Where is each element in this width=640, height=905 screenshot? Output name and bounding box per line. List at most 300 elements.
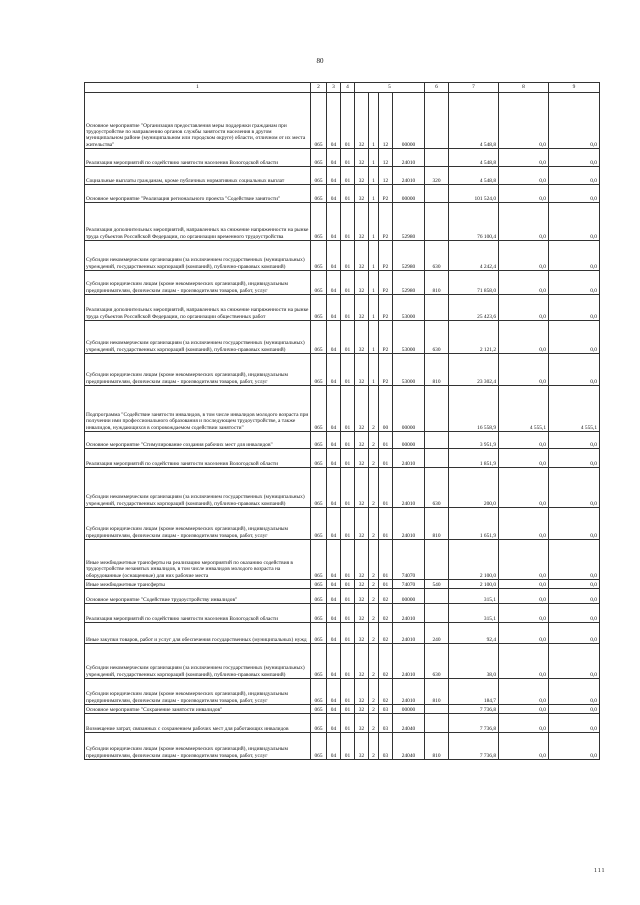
code-cell: 1	[369, 185, 379, 203]
table-row	[85, 93, 600, 149]
code-cell: 065	[311, 271, 327, 295]
amount-cell: 0,0	[499, 167, 549, 185]
table-row	[85, 589, 600, 604]
amount-cell: 0,0	[499, 149, 549, 167]
code-cell: 1	[369, 241, 379, 271]
code-cell: 52980	[393, 271, 425, 295]
code-cell: 04	[327, 540, 341, 580]
code-cell: 32	[355, 540, 369, 580]
amount-cell: 0,0	[499, 185, 549, 203]
code-cell: 00000	[393, 93, 425, 149]
code-cell: 2	[369, 623, 379, 644]
code-cell: 2	[369, 644, 379, 679]
table-row	[85, 185, 600, 203]
code-cell: 04	[327, 432, 341, 449]
code-cell: 04	[327, 149, 341, 167]
code-cell: 01	[341, 733, 355, 760]
budget-table	[84, 82, 600, 760]
code-cell: 01	[341, 508, 355, 540]
code-cell: 00	[379, 386, 393, 432]
amount-cell: 0,0	[549, 623, 600, 644]
amount-cell: 0,0	[499, 241, 549, 271]
amount-cell: 0,0	[499, 93, 549, 149]
code-cell: 32	[355, 185, 369, 203]
code-cell: 04	[327, 644, 341, 679]
table-header-row	[85, 83, 600, 93]
code-cell	[425, 604, 449, 623]
code-cell: 24010	[393, 623, 425, 644]
amount-cell: 76 100,4	[449, 203, 499, 241]
amount-cell: 0,0	[549, 468, 600, 508]
code-cell: 01	[341, 167, 355, 185]
code-cell: 01	[379, 540, 393, 580]
amount-cell: 0,0	[549, 589, 600, 604]
table-row	[85, 449, 600, 468]
description-cell: Субсидии юридическим лицам (кроме некоммерческих организаций), индивидуальным предпринимателям, физическим лицам - производителям товаров, работ, услуг	[85, 508, 311, 540]
code-cell: 32	[355, 679, 369, 705]
code-cell: 02	[379, 623, 393, 644]
code-cell: 24010	[393, 679, 425, 705]
code-cell: 2	[369, 589, 379, 604]
code-cell: 04	[327, 271, 341, 295]
description-cell: Реализация дополнительных мероприятий, направленных на снижение напряженности на рынке труда субъектов Российской Федерации, по организации временного трудоустройства	[85, 203, 311, 241]
code-cell	[425, 540, 449, 580]
code-cell	[425, 714, 449, 733]
description-cell: Субсидии юридическим лицам (кроме некоммерческих организаций), индивидуальным предпринимателям, физическим лицам - производителям товаров, работ, услуг	[85, 733, 311, 760]
code-cell: 02	[379, 644, 393, 679]
code-cell: 32	[355, 508, 369, 540]
code-cell: 04	[327, 449, 341, 468]
code-cell: 00000	[393, 705, 425, 714]
amount-cell: 0,0	[499, 354, 549, 386]
table-row	[85, 623, 600, 644]
code-cell: 32	[355, 167, 369, 185]
header-cell: 6	[425, 83, 449, 93]
code-cell	[425, 705, 449, 714]
code-cell: 01	[341, 623, 355, 644]
amount-cell: 0,0	[549, 271, 600, 295]
code-cell	[425, 93, 449, 149]
amount-cell: 7 736,8	[449, 733, 499, 760]
code-cell: 24010	[393, 468, 425, 508]
code-cell: 630	[425, 241, 449, 271]
amount-cell: 200,0	[449, 468, 499, 508]
code-cell: 01	[341, 705, 355, 714]
code-cell: 065	[311, 449, 327, 468]
code-cell: 04	[327, 604, 341, 623]
code-cell: 32	[355, 321, 369, 354]
code-cell: 00000	[393, 589, 425, 604]
code-cell: 1	[369, 93, 379, 149]
amount-cell: 0,0	[549, 93, 600, 149]
amount-cell: 2 100,0	[449, 580, 499, 589]
amount-cell: 71 858,0	[449, 271, 499, 295]
code-cell: 01	[379, 468, 393, 508]
code-cell: 32	[355, 449, 369, 468]
code-cell: 065	[311, 295, 327, 321]
code-cell: 32	[355, 241, 369, 271]
code-cell	[425, 149, 449, 167]
code-cell: 01	[341, 714, 355, 733]
code-cell: 32	[355, 705, 369, 714]
code-cell: 1	[369, 149, 379, 167]
description-cell: Реализация мероприятий по содействию занятости населения Вологодской области	[85, 149, 311, 167]
code-cell: 74070	[393, 540, 425, 580]
code-cell: 2	[369, 468, 379, 508]
code-cell	[425, 449, 449, 468]
code-cell: 32	[355, 93, 369, 149]
code-cell: 1	[369, 167, 379, 185]
code-cell: 04	[327, 185, 341, 203]
amount-cell: 0,0	[549, 679, 600, 705]
code-cell: 01	[341, 271, 355, 295]
code-cell: 03	[379, 714, 393, 733]
code-cell: 32	[355, 149, 369, 167]
code-cell: P2	[379, 241, 393, 271]
header-cell: 9	[549, 83, 600, 93]
code-cell: 01	[341, 449, 355, 468]
code-cell: 01	[341, 589, 355, 604]
code-cell: 01	[341, 93, 355, 149]
code-cell	[425, 295, 449, 321]
code-cell: 2	[369, 604, 379, 623]
code-cell: 04	[327, 705, 341, 714]
code-cell: 02	[379, 589, 393, 604]
amount-cell: 0,0	[549, 149, 600, 167]
code-cell: 01	[341, 149, 355, 167]
amount-cell: 2 100,0	[449, 540, 499, 580]
description-cell: Субсидии некоммерческим организациям (за исключением государственных (муниципальных) учреждений, государственных корпораций (компаний), публично-правовых компаний)	[85, 644, 311, 679]
table-row	[85, 580, 600, 589]
code-cell: 24010	[393, 449, 425, 468]
amount-cell: 0,0	[499, 508, 549, 540]
amount-cell: 1 851,9	[449, 449, 499, 468]
code-cell	[425, 203, 449, 241]
code-cell: 810	[425, 271, 449, 295]
amount-cell: 25 423,6	[449, 295, 499, 321]
table-row	[85, 733, 600, 760]
code-cell: 065	[311, 705, 327, 714]
description-cell: Иные закупки товаров, работ и услуг для обеспечения государственных (муниципальных) нужд	[85, 623, 311, 644]
description-cell: Основное мероприятие "Сохранение занятости инвалидов"	[85, 705, 311, 714]
table-row	[85, 271, 600, 295]
code-cell: 2	[369, 705, 379, 714]
code-cell: 24010	[393, 149, 425, 167]
description-cell: Субсидии юридическим лицам (кроме некоммерческих организаций), индивидуальным предпринимателям, физическим лицам - производителям товаров, работ, услуг	[85, 271, 311, 295]
code-cell: 12	[379, 93, 393, 149]
description-cell: Основное мероприятие "Организация предоставления меры поддержки гражданам при трудоустройстве по направлению органов службы занятости населения в другом муниципальном районе (муниципальном или городском округе) области, отличном от их места жительства"	[85, 93, 311, 149]
amount-cell: 0,0	[499, 733, 549, 760]
header-cell: 4	[341, 83, 355, 93]
code-cell: 01	[379, 432, 393, 449]
amount-cell: 0,0	[499, 623, 549, 644]
code-cell: 065	[311, 321, 327, 354]
code-cell: 2	[369, 386, 379, 432]
amount-cell: 1 651,9	[449, 508, 499, 540]
code-cell: 01	[341, 604, 355, 623]
amount-cell: 0,0	[549, 540, 600, 580]
description-cell: Основное мероприятие "Стимулирование создания рабочих мест для инвалидов"	[85, 432, 311, 449]
description-cell: Субсидии юридическим лицам (кроме некоммерческих организаций), индивидуальным предпринимателям, физическим лицам - производителям товаров, работ, услуг	[85, 679, 311, 705]
code-cell: 065	[311, 604, 327, 623]
amount-cell: 3 951,9	[449, 432, 499, 449]
description-cell: Основное мероприятие "Содействие трудоустройству инвалидов"	[85, 589, 311, 604]
code-cell: 01	[341, 295, 355, 321]
code-cell: 04	[327, 589, 341, 604]
code-cell: 04	[327, 386, 341, 432]
code-cell: 04	[327, 733, 341, 760]
code-cell: P2	[379, 321, 393, 354]
code-cell: 2	[369, 580, 379, 589]
amount-cell: 0,0	[499, 468, 549, 508]
code-cell: 53000	[393, 354, 425, 386]
code-cell: 1	[369, 203, 379, 241]
code-cell: 32	[355, 354, 369, 386]
code-cell: 04	[327, 295, 341, 321]
code-cell: 065	[311, 185, 327, 203]
code-cell: 00000	[393, 386, 425, 432]
code-cell: P2	[379, 203, 393, 241]
code-cell: 32	[355, 580, 369, 589]
amount-cell: 38,0	[449, 644, 499, 679]
code-cell: 065	[311, 203, 327, 241]
code-cell: 2	[369, 679, 379, 705]
code-cell: 810	[425, 354, 449, 386]
amount-cell: 0,0	[499, 604, 549, 623]
description-cell: Основное мероприятие "Реализация регионального проекта "Содействие занятости"	[85, 185, 311, 203]
amount-cell: 0,0	[499, 449, 549, 468]
table-row	[85, 468, 600, 508]
table-row	[85, 508, 600, 540]
code-cell: 2	[369, 508, 379, 540]
description-cell: Субсидии некоммерческим организациям (за исключением государственных (муниципальных) учреждений, государственных корпораций (компаний), публично-правовых компаний)	[85, 241, 311, 271]
amount-cell: 101 524,0	[449, 185, 499, 203]
code-cell: 24010	[393, 604, 425, 623]
amount-cell: 0,0	[549, 580, 600, 589]
code-cell: 12	[379, 149, 393, 167]
description-cell: Подпрограмма "Содействие занятости инвалидов, в том числе инвалидов молодого возраста при получении ими профессионального образования и последующем трудоустройстве, а также инвалидов, нуждающихся в сопровождаемом содействии занятости"	[85, 386, 311, 432]
amount-cell: 0,0	[549, 449, 600, 468]
code-cell: 065	[311, 679, 327, 705]
code-cell: 065	[311, 432, 327, 449]
code-cell: 01	[341, 241, 355, 271]
code-cell: 02	[379, 604, 393, 623]
header-cell: 1	[85, 83, 311, 93]
description-cell: Реализация мероприятий по содействию занятости населения Вологодской области	[85, 449, 311, 468]
description-cell: Реализация мероприятий по содействию занятости населения Вологодской области	[85, 604, 311, 623]
code-cell: 02	[379, 679, 393, 705]
table-row	[85, 354, 600, 386]
code-cell: 01	[341, 580, 355, 589]
header-cell: 5	[355, 83, 425, 93]
code-cell: 52980	[393, 241, 425, 271]
code-cell	[425, 432, 449, 449]
table-body	[85, 83, 600, 760]
code-cell: 1	[369, 271, 379, 295]
code-cell: 810	[425, 508, 449, 540]
code-cell: 04	[327, 354, 341, 386]
table-row	[85, 149, 600, 167]
table-row	[85, 540, 600, 580]
code-cell: 2	[369, 449, 379, 468]
amount-cell: 0,0	[499, 679, 549, 705]
code-cell: 04	[327, 468, 341, 508]
code-cell: 32	[355, 386, 369, 432]
amount-cell: 0,0	[499, 644, 549, 679]
code-cell: 320	[425, 167, 449, 185]
code-cell: 1	[369, 295, 379, 321]
code-cell: 04	[327, 623, 341, 644]
code-cell: 01	[341, 386, 355, 432]
amount-cell: 0,0	[499, 295, 549, 321]
amount-cell: 0,0	[499, 432, 549, 449]
amount-cell: 0,0	[549, 203, 600, 241]
code-cell: 065	[311, 241, 327, 271]
code-cell: 2	[369, 733, 379, 760]
amount-cell: 4 555,1	[549, 386, 600, 432]
code-cell: 04	[327, 241, 341, 271]
amount-cell: 92,4	[449, 623, 499, 644]
code-cell: 32	[355, 644, 369, 679]
code-cell: 32	[355, 733, 369, 760]
code-cell: 065	[311, 508, 327, 540]
code-cell: 04	[327, 580, 341, 589]
code-cell: 00000	[393, 185, 425, 203]
code-cell: 01	[379, 580, 393, 589]
code-cell: 24010	[393, 167, 425, 185]
code-cell: 01	[341, 644, 355, 679]
code-cell: 065	[311, 468, 327, 508]
table-row	[85, 705, 600, 714]
table-row	[85, 241, 600, 271]
code-cell: 065	[311, 589, 327, 604]
amount-cell: 0,0	[549, 321, 600, 354]
table-row	[85, 386, 600, 432]
description-cell: Субсидии некоммерческим организациям (за исключением государственных (муниципальных) учреждений, государственных корпораций (компаний), публично-правовых компаний)	[85, 321, 311, 354]
amount-cell: 0,0	[549, 432, 600, 449]
code-cell: 24010	[393, 644, 425, 679]
code-cell: 00000	[393, 432, 425, 449]
amount-cell: 0,0	[549, 508, 600, 540]
code-cell: 32	[355, 623, 369, 644]
amount-cell: 0,0	[549, 241, 600, 271]
code-cell: 32	[355, 604, 369, 623]
code-cell: 01	[341, 432, 355, 449]
table-row	[85, 432, 600, 449]
code-cell: 04	[327, 321, 341, 354]
header-cell: 2	[311, 83, 327, 93]
code-cell: 810	[425, 733, 449, 760]
code-cell: 04	[327, 167, 341, 185]
code-cell: 04	[327, 714, 341, 733]
code-cell: 52980	[393, 203, 425, 241]
amount-cell: 0,0	[549, 714, 600, 733]
amount-cell: 0,0	[499, 705, 549, 714]
description-cell: Иные межбюджетные трансферты на реализацию мероприятий по оказанию содействия в трудоустройстве незанятых инвалидов, в том числе инвалидов молодого возраста на оборудованные (оснащенные) для них рабочие места	[85, 540, 311, 580]
code-cell: 1	[369, 321, 379, 354]
code-cell: 1	[369, 354, 379, 386]
code-cell: 53000	[393, 295, 425, 321]
code-cell: 04	[327, 93, 341, 149]
description-cell: Социальные выплаты гражданам, кроме публичных нормативных социальных выплат	[85, 167, 311, 185]
code-cell: 240	[425, 623, 449, 644]
description-cell: Иные межбюджетные трансферты	[85, 580, 311, 589]
code-cell: 01	[379, 508, 393, 540]
code-cell: P2	[379, 185, 393, 203]
amount-cell: 7 736,8	[449, 705, 499, 714]
code-cell: 32	[355, 589, 369, 604]
code-cell: 2	[369, 714, 379, 733]
code-cell: 24040	[393, 714, 425, 733]
code-cell: 2	[369, 540, 379, 580]
code-cell: 04	[327, 508, 341, 540]
amount-cell: 0,0	[499, 203, 549, 241]
code-cell: P2	[379, 354, 393, 386]
code-cell: 065	[311, 167, 327, 185]
amount-cell: 0,0	[499, 321, 549, 354]
table-row	[85, 167, 600, 185]
code-cell: 32	[355, 432, 369, 449]
code-cell: 065	[311, 623, 327, 644]
amount-cell: 0,0	[549, 604, 600, 623]
code-cell: 630	[425, 321, 449, 354]
header-cell: 8	[499, 83, 549, 93]
code-cell: 74070	[393, 580, 425, 589]
code-cell: 32	[355, 468, 369, 508]
code-cell: 01	[341, 321, 355, 354]
code-cell: 53000	[393, 321, 425, 354]
code-cell: 32	[355, 271, 369, 295]
header-cell: 3	[327, 83, 341, 93]
header-cell: 7	[449, 83, 499, 93]
amount-cell: 0,0	[549, 185, 600, 203]
page-number: 80	[316, 57, 324, 65]
amount-cell: 23 302,4	[449, 354, 499, 386]
code-cell: 01	[341, 679, 355, 705]
amount-cell: 2 121,2	[449, 321, 499, 354]
amount-cell: 4 548,8	[449, 149, 499, 167]
code-cell: 04	[327, 679, 341, 705]
amount-cell: 0,0	[549, 644, 600, 679]
footer-mark: 111	[594, 868, 606, 874]
code-cell: 065	[311, 714, 327, 733]
amount-cell: 4 242,4	[449, 241, 499, 271]
table-row	[85, 295, 600, 321]
code-cell: 065	[311, 354, 327, 386]
amount-cell: 16 558,9	[449, 386, 499, 432]
amount-cell: 4 548,8	[449, 93, 499, 149]
code-cell: 32	[355, 203, 369, 241]
amount-cell: 4 548,8	[449, 167, 499, 185]
description-cell: Реализация дополнительных мероприятий, направленных на снижение напряженности на рынке труда субъектов Российской Федерации, по организации общественных работ	[85, 295, 311, 321]
amount-cell: 7 736,8	[449, 714, 499, 733]
code-cell: 065	[311, 540, 327, 580]
amount-cell: 315,1	[449, 604, 499, 623]
table-row	[85, 679, 600, 705]
code-cell: 24040	[393, 733, 425, 760]
code-cell: 01	[341, 540, 355, 580]
amount-cell: 0,0	[499, 540, 549, 580]
amount-cell: 0,0	[499, 271, 549, 295]
code-cell: 12	[379, 167, 393, 185]
code-cell: 01	[341, 203, 355, 241]
description-cell: Субсидии юридическим лицам (кроме некоммерческих организаций), индивидуальным предпринимателям, физическим лицам - производителям товаров, работ, услуг	[85, 354, 311, 386]
code-cell: 01	[379, 449, 393, 468]
code-cell	[425, 386, 449, 432]
table-row	[85, 644, 600, 679]
code-cell: 32	[355, 714, 369, 733]
code-cell: 065	[311, 644, 327, 679]
